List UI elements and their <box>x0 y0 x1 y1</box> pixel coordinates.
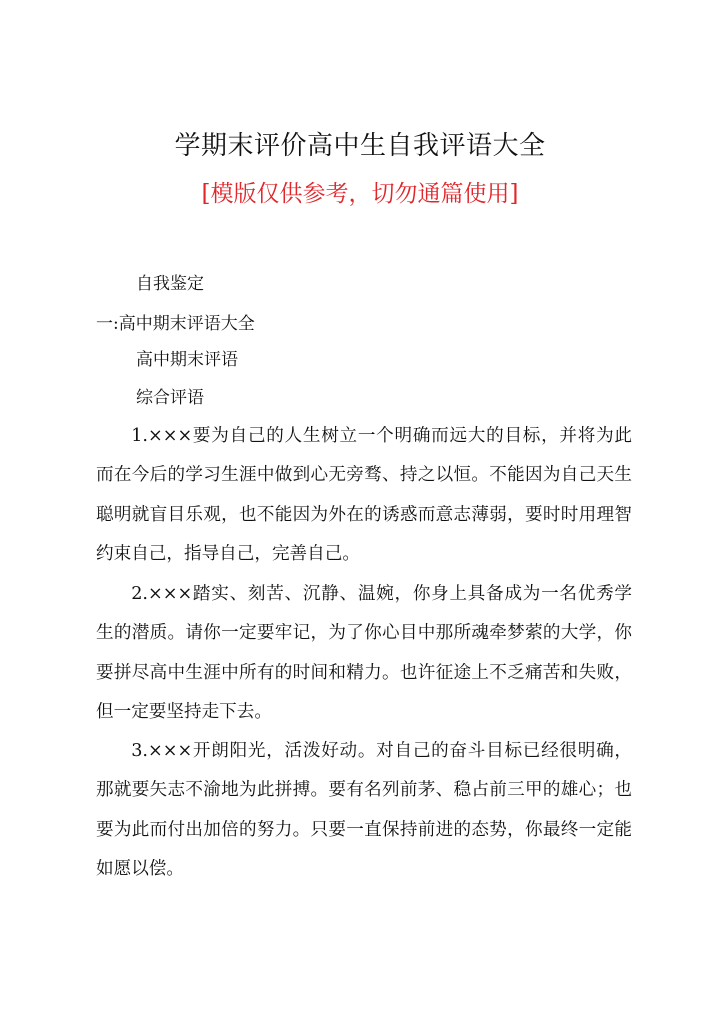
heading-self-assessment: 自我鉴定 <box>136 274 204 294</box>
document-title: 学期末评价高中生自我评语大全 <box>174 131 546 161</box>
paragraph-3: 3.×××开朗阳光，活泼好动。对自己的奋斗目标已经很明确，那就要矢志不渝地为此拼搏。要有名列前茅、稳占前三甲的雄心；也要为此而付出加倍的努力。只要一直保持前进的态势，你最终一定能如愿以偿。 <box>96 741 632 879</box>
document-subtitle: [模版仅供参考，切勿通篇使用] <box>201 181 519 207</box>
sub-heading-2: 综合评语 <box>136 388 204 408</box>
paragraph-2: 2.×××踏实、刻苦、沉静、温婉，你身上具备成为一名优秀学生的潜质。请你一定要牢记，为了你心目中那所魂牵梦萦的大学，你要拼尽高中生涯中所有的时间和精力。也许征途上不乏痛苦和失败，但一定要坚持走下去。 <box>96 584 632 722</box>
sub-heading: 高中期末评语 <box>136 350 238 370</box>
section-heading-one: 一:高中期末评语大全 <box>96 314 255 334</box>
paragraph-1: 1.×××要为自己的人生树立一个明确而远大的目标，并将为此而在今后的学习生涯中做到心无旁骛、持之以恒。不能因为自己天生聪明就盲目乐观，也不能因为外在的诱惑而意志薄弱，要时时用理智约束自己，指导自己，完善自己。 <box>96 426 632 564</box>
